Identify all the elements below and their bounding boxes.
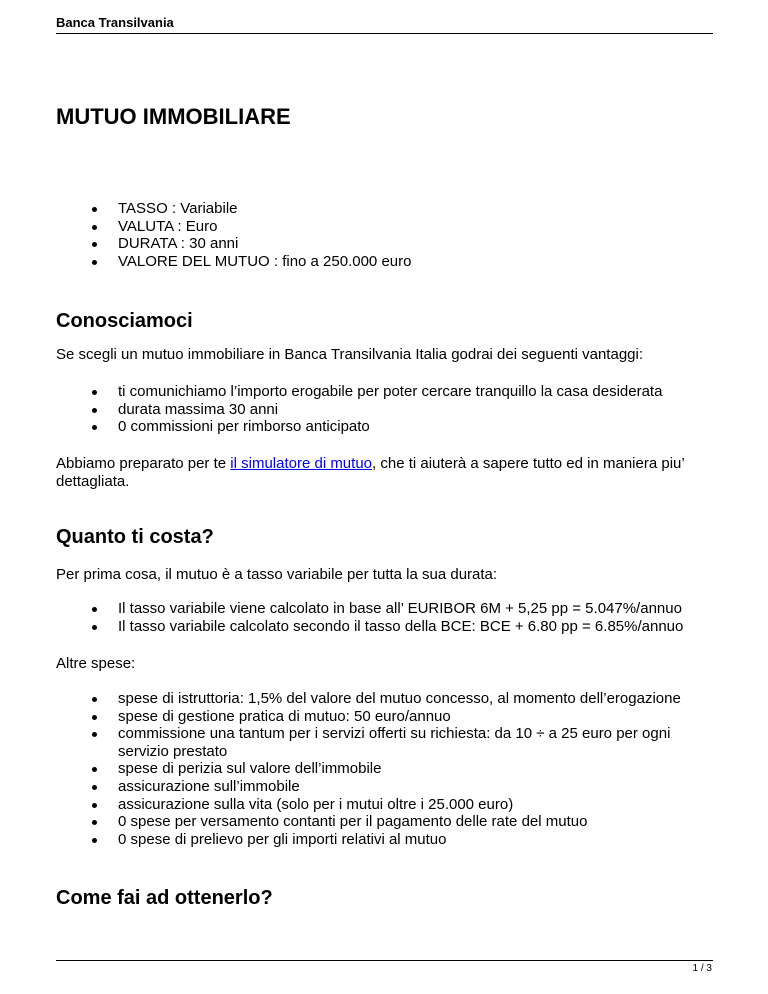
expenses-list bbox=[92, 690, 712, 848]
list-item: assicurazione sulla vita (solo per i mutui oltre i 25.000 euro) bbox=[92, 796, 712, 814]
list-item: Il tasso variabile viene calcolato in base all’ EURIBOR 6M + 5,25 pp = 5.047%/annuo bbox=[92, 600, 712, 618]
list-item: TASSO : Variabile bbox=[92, 200, 712, 218]
header-rule bbox=[56, 33, 713, 34]
section-heading-come-fai: Come fai ad ottenerlo? bbox=[56, 887, 273, 909]
summary-list bbox=[92, 200, 712, 270]
list-item: 0 commissioni per rimborso anticipato bbox=[92, 418, 712, 436]
list-item: assicurazione sull’immobile bbox=[92, 778, 712, 796]
list-item: Il tasso variabile calcolato secondo il tasso della BCE: BCE + 6.80 pp = 6.85%/annuo bbox=[92, 618, 712, 636]
page-number: 1 / 3 bbox=[692, 963, 712, 974]
list-item: 0 spese di prelievo per gli importi relativi al mutuo bbox=[92, 831, 712, 849]
section-heading-conosciamoci: Conosciamoci bbox=[56, 310, 193, 332]
list-item: spese di gestione pratica di mutuo: 50 euro/annuo bbox=[92, 708, 712, 726]
other-expenses-label: Altre spese: bbox=[56, 655, 136, 672]
list-item: 0 spese per versamento contanti per il pagamento delle rate del mutuo bbox=[92, 813, 712, 831]
footer-rule bbox=[56, 960, 713, 961]
list-item: ti comunichiamo l’importo erogabile per poter cercare tranquillo la casa desiderata bbox=[92, 383, 712, 401]
section-intro: Se scegli un mutuo immobiliare in Banca Transilvania Italia godrai dei seguenti vantaggi: bbox=[56, 346, 643, 363]
simulator-text-before: Abbiamo preparato per te bbox=[56, 455, 231, 472]
list-item: VALUTA : Euro bbox=[92, 218, 712, 236]
page-title: MUTUO IMMOBILIARE bbox=[56, 104, 291, 129]
rate-list bbox=[92, 600, 712, 635]
document-header: Banca Transilvania bbox=[56, 15, 174, 30]
simulator-paragraph bbox=[56, 455, 696, 491]
list-item: DURATA : 30 anni bbox=[92, 235, 712, 253]
section-intro: Per prima cosa, il mutuo è a tasso variabile per tutta la sua durata: bbox=[56, 566, 498, 583]
list-item: spese di istruttoria: 1,5% del valore del mutuo concesso, al momento dell’erogazione bbox=[92, 690, 712, 708]
list-item: spese di perizia sul valore dell’immobile bbox=[92, 760, 712, 778]
list-item: commissione una tantum per i servizi offerti su richiesta: da 10 ÷ a 25 euro per ogni servizio prestato bbox=[92, 725, 712, 760]
list-item: durata massima 30 anni bbox=[92, 401, 712, 419]
simulator-text-after: , che ti aiuterà a sapere tutto ed in maniera piu’ dettagliata. bbox=[56, 455, 685, 490]
section-heading-quanto-ti-costa: Quanto ti costa? bbox=[56, 526, 214, 548]
advantages-list bbox=[92, 383, 712, 436]
simulator-link[interactable]: il simulatore di mutuo bbox=[230, 455, 373, 472]
list-item: VALORE DEL MUTUO : fino a 250.000 euro bbox=[92, 253, 712, 271]
